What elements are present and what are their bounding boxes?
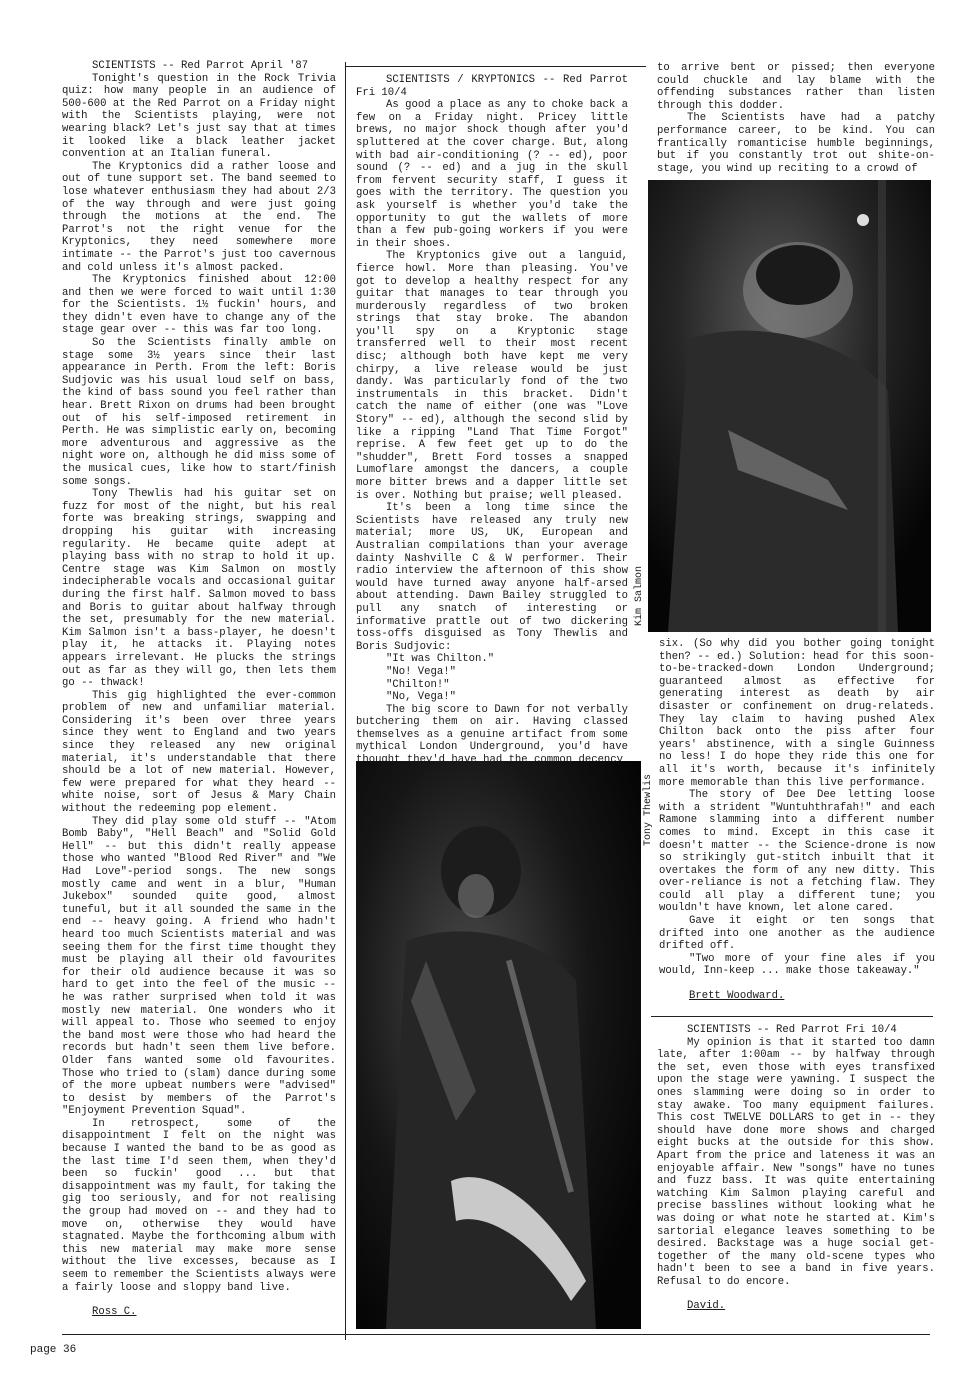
column-brett-end [659,638,935,1003]
signature: Brett Woodward. [689,990,785,1003]
photo-caption: Tony Thewlis [643,773,654,846]
section-rule [651,1016,933,1017]
paragraph: So the Scientists finally amble on stage some 3½ years since their last appearance in Perth. From the left: Boris Sudjovic was his usual loud self on bass, the kind of bass sound you feel rather than hear. Brett Rixon on drums had been brought out of his self-imposed retirement in Perth. He was simplistic early on, becoming more adventurous and aggressive as the night wore on, although he did miss some of the musical cues, like how to start/finish some songs. [62,337,336,488]
column-ross-review [62,60,336,1319]
paragraph: The Scientists have had a patchy performance career, to be kind. You can frantically romanticise humble beginnings, but if you constantly trot out shite-on-stage, you wind up reciting to a crowd of [657,112,935,175]
quote-line: "Chilton!" [386,678,450,691]
paragraph: The Kryptonics give out a languid, fierce howl. More than pleasing. You've got to develop a healthy respect for any guitar that manages to tear through you murderously regardless of two broken strings that stay broke. The abandon you'll spy on a Kryptonic stage transferred well to their most recent disc; although both have kept me very chirpy, a live release would be just dandy. Was particularly fond of the two instrumentals in this bracket. Didn't catch the name of either (one was "Love Story" -- ed), although the second slid by like a ripping "Land That Time Forgot" reprise. A few feet get up to do the "shudder", Brett Ford tosses a snapped Lumoflare amongst the dancers, a couple more bitter brews and a dapper little set is over. Nothing but praise; well pleased. [356,250,628,502]
paragraph: six. (So why did you bother going tonight then? -- ed.) Solution: head for this soon-to-be-tracked-down London Underground; guaranteed almost as effective for generating interest as death by air disaster or confinement on drug-relateds. They lay claim to having pushed Alex Chilton back onto the piss after four years' abstinence, with a single Guinness no less! I do hope they ride this one for all it's worth, because it's infinitely more memorable than this live performance. [659,638,935,789]
paragraph: The Kryptonics finished about 12:00 and then we were forced to wait until 1:30 for the Scientists. 1½ fuckin' hours, and they didn't even have to change any of the stage gear over -- this was far too long. [62,274,336,337]
review-heading: SCIENTISTS / KRYPTONICS -- Red Parrot Fri 10/4 [356,74,628,99]
photo-image [356,761,641,1329]
signature: Ross C. [92,1306,137,1319]
paragraph: Tonight's question in the Rock Trivia quiz: how many people in an audience of 500-600 at the Red Parrot on a Friday night with the Scientists playing, were not wearing black? Let's just say that at times it looked like a black leather jacket convention at an Italian funeral. [62,72,336,161]
quote-line: "No, Vega!" [386,691,456,704]
paragraph: The Kryptonics did a rather loose and out of tune support set. The band seemed to lose whatever enthusiasm they had about 2/3 of the way through and were just going through the motions at the end. The Parrot's not the right venue for the Kryptonics, they need somewhere more intimate -- the Parrot's just too cavernous and cold unless it's almost packed. [62,160,336,274]
paragraph: Gave it eight or ten songs that drifted into one another as the audience drifted off. [659,915,935,953]
column-divider [345,62,346,1340]
paragraph: In retrospect, some of the disappointment I felt on the night was because I wanted the band to be as good as the last time I'd seen them, when they'd been so fuckin' good ... but that disappointment was my fault, for taking the gig too seriously, and for not realising the group had moved on -- and they had to move on, otherwise they would have stagnated. Maybe the forthcoming album with this new material may make more sense without the live excesses, because as I seem to remember the Scientists always were a fairly loose and sloppy band live. [62,1117,336,1294]
paragraph: to arrive bent or pissed; then everyone could chuckle and lay blame with the offending substances rather than listen through this dodder. [657,62,935,112]
column-brett-continued [657,62,935,175]
paragraph: It's been a long time since the Scientists have released any truly new material; more US, UK, European and Australian compilations than your average dainty Nashville C & W performer. Their radio interview the afternoon of this show would have turned away anyone half-arsed about attending. Dawn Bailey struggled to pull any snatch of interesting or informative prattle out of two dickering toss-offs disguised as Tony Thewlis and Boris Sudjovic: [356,502,628,653]
photo-kim-salmon [648,180,931,632]
paragraph: "Two more of your fine ales if you would, Inn-keep ... make those takeaway." [659,952,935,978]
column-david-review [657,1024,935,1313]
quote-line: "It was Chilton." [386,653,495,666]
paragraph: The big score to Dawn for not verbally butchering them on air. Having classed themselves as a genuine artifact from some mythical London Underground, you'd have [356,703,628,754]
paragraph: As good a place as any to choke back a few on a Friday night. Pricey little brews, no major shock though after you'd spluttered at the cover charge. But, along with bad air-conditioning (? -- ed), poor sound (? -- ed) and a jug in the skull from fervent security staff, I guess it goes with the territory. The question you ask yourself is whether you'd take the opportunity to gut the wallets of more than a few pub-going workers if you were in their shoes. [356,99,628,250]
paragraph: They did play some old stuff -- "Atom Bomb Baby", "Hell Beach" and "Solid Gold Hell" -- but this didn't really appease those who wanted "Blood Red River" and "We Had Love"-period songs. The new songs mostly came and went in a blur, "Human Jukebox" sounded quite good, almost tuneful, but it all sounded the same in the end -- heavy going. A friend who hadn't heard too much Scientists material and was seeing them for the first time thought they must be playing all their old favourites for their old audience because it was so hard to get into the feel of the music -- he was rather surprised when told it was mostly new material. One wonders who it will appeal to. Those who seemed to enjoy the band most were those who had heard the records but hadn't seen them live before. Older fans wanted some old favourites. Those who tried to (slam) dance during some of the more upbeat numbers were "advised" to desist by members of the Parrot's "Enjoyment Prevention Squad". [62,815,336,1118]
paragraph: Tony Thewlis had his guitar set on fuzz for most of the night, but his real forte was breaking strings, swapping and dropping his guitar with increasing regularity. He became quite adept at playing bass with no strap to hold it up. Centre stage was Kim Salmon on mostly indecipherable vocals and occasional guitar during the first half. Salmon moved to bass and Boris to guitar about halfway through the set, presumably for the new material. Kim Salmon isn't a bass-player, he doesn't play it, he attacks it. Playing notes appears irrelevant. He plucks the strings out as far as they will go, then lets them go -- thwack! [62,488,336,690]
review-heading: SCIENTISTS -- Red Parrot April '87 [92,60,309,72]
photo-image [648,180,931,632]
photo-tony-thewlis [356,761,641,1329]
paragraph: My opinion is that it started too damn late, after 1:00am -- by halfway through the set, even those with eyes transfixed upon the stage were yawning. I suspect the ones slamming were doing so in order to stay awake. Too many equipment failures. This cost TWELVE DOLLARS to get in -- they should have done more shows and charged eight bucks at the outside for this show. Apart from the price and lateness it was an enjoyable affair. New "songs" have no tunes and fuzz bass. It was quite entertaining watching Kim Salmon playing careful and precise basslines without looking what he was doing or what note he started at. Kim's sartorial elegance leaves something to be desired. Backstage was a huge social get-together of the many old-scene types who hadn't been to see a band in five years. Refusal to do encore. [657,1036,935,1288]
bottom-rule [62,1334,930,1335]
photo-caption: Kim Salmon [634,565,645,626]
signature: David. [687,1300,726,1313]
column-brett-review [356,74,628,767]
quote-line: "No! Vega!" [386,665,456,678]
page-number: page 36 [30,1344,77,1356]
paragraph: The story of Dee Dee letting loose with a strident "Wuntuhthrafah!" and each Ramone slamming into a different number comes to mind. Except in this case it doesn't matter -- the Science-drone is now so strikingly gut-stitch inbuilt that it overtakes the form of any new ditty. This over-reliance is not a fetching flaw. They could all play a different tune; you wouldn't have known, let alone cared. [659,789,935,915]
top-rule [346,66,646,67]
review-heading: SCIENTISTS -- Red Parrot Fri 10/4 [687,1024,897,1036]
paragraph: This gig highlighted the ever-common problem of new and unfamiliar material. Considering it's been over three years since they went to England and two years since they released any new original material, it's understandable that there should be a lot of new material. However, few were prepared for what they heard -- white noise, sort of Jesus & Mary Chain without the redeeming pop element. [62,689,336,816]
